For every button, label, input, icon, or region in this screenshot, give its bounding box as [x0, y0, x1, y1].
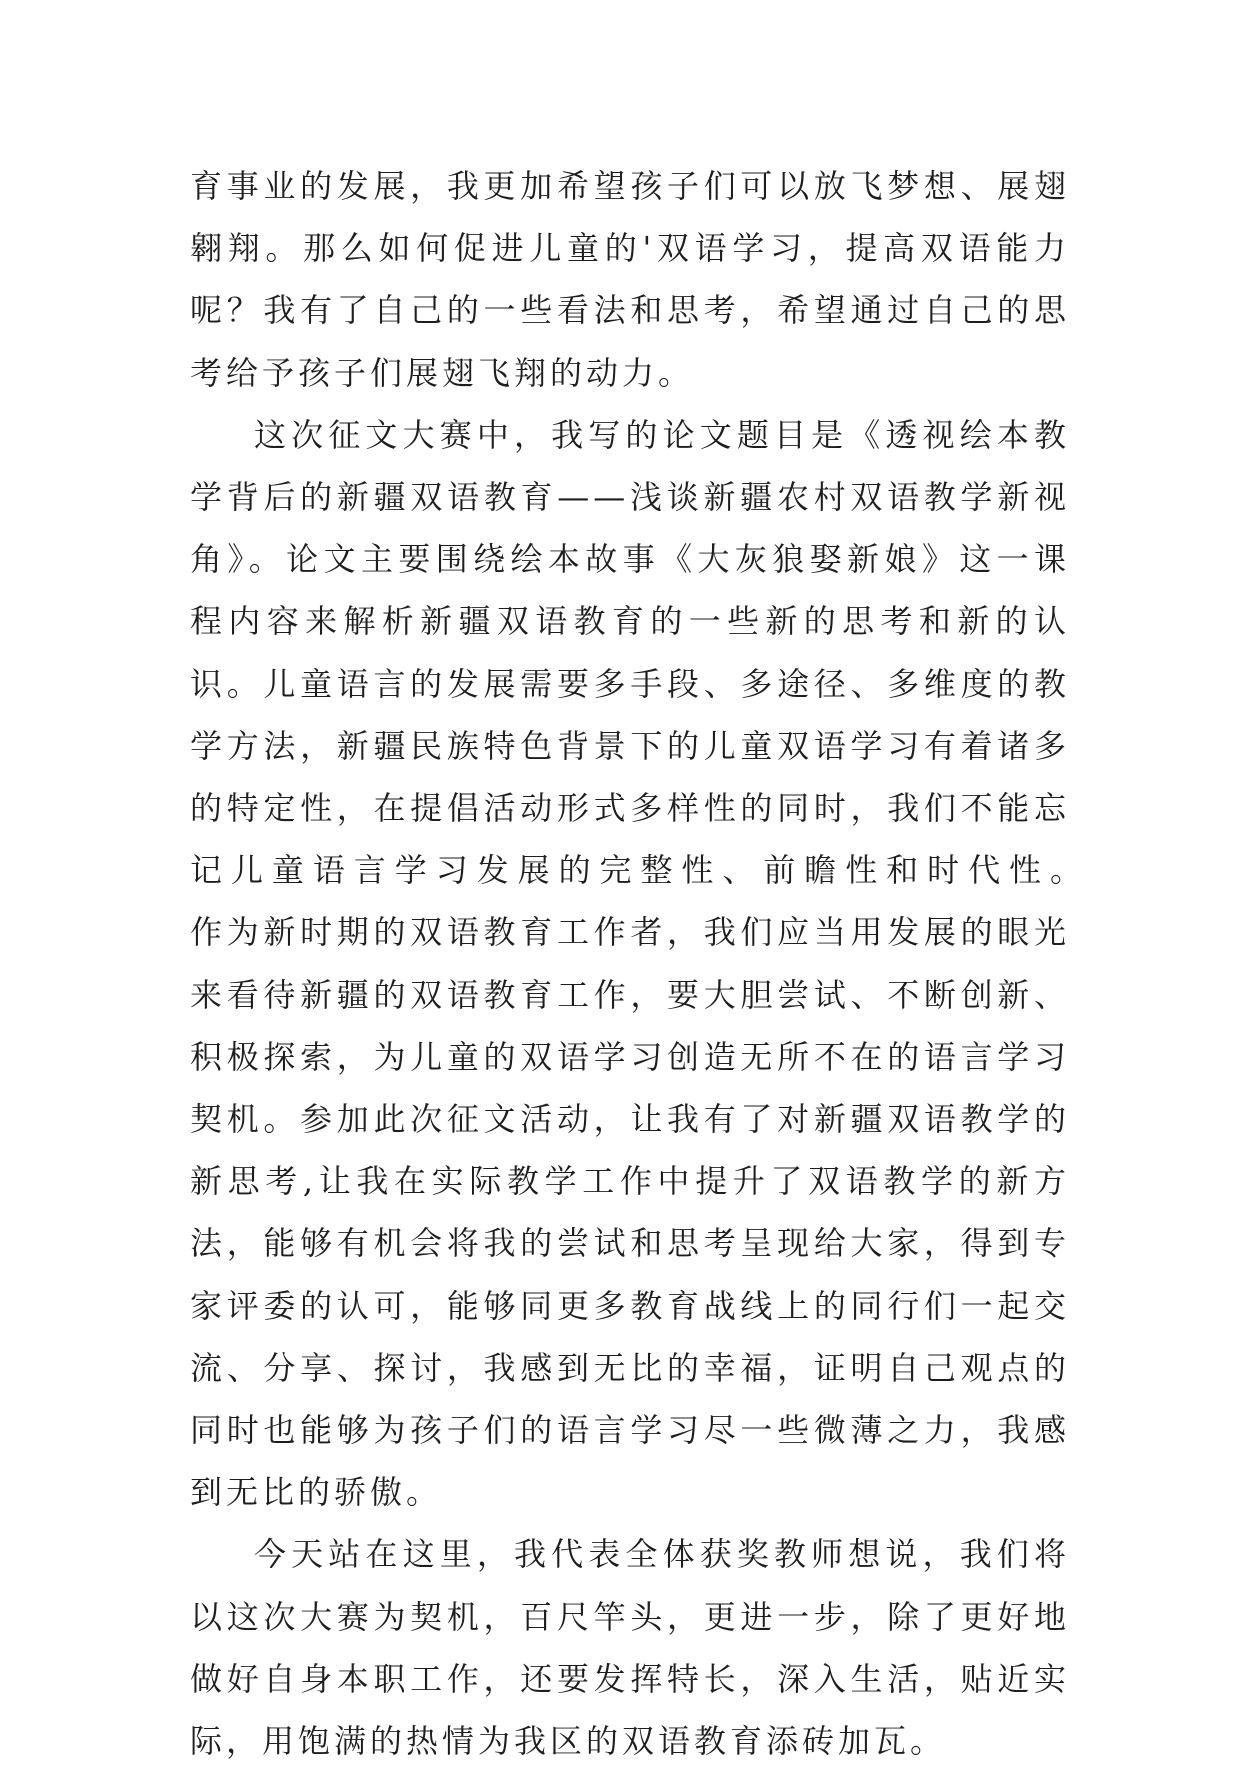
paragraph-essay-contest: 这次征文大赛中，我写的论文题目是《透视绘本教学背后的新疆双语教育——浅谈新疆农村双语教学新视角》。论文主要围绕绘本故事《大灰狼娶新娘》这一课程内容来解析新疆双语教育的一些新的思考和新的认识。儿童语言的发展需要多手段、多途径、多维度的教学方法，新疆民族特色背景下的儿童双语学习有着诸多的特定性，在提倡活动形式多样性的同时，我们不能忘记儿童语言学习发展的完整性、前瞻性和时代性。 作为新时期的双语教育工作者，我们应当用发展的眼光来看待新疆的双语教育工作，要大胆尝试、不断创新、积极探索，为儿童的双语学习创造无所不在的语言学习契机。参加此次征文活动，让我有了对新疆双语教学的新思考,让我在实际教学工作中提升了双语教学的新方法，能够有机会将我的尝试和思考呈现给大家，得到专家评委的认可，能够同更多教育战线上的同行们一起交流、分享、探讨，我感到无比的幸福，证明自己观点的同时也能够为孩子们的语言学习尽一些微薄之力，我感到无比的骄傲。: [190, 415, 1143, 1512]
paragraph-closing: 今天站在这里，我代表全体获奖教师想说，我们将以这次大赛为契机，百尺竿头，更进一步，除了更好地做好自身本职工作，还要发挥特长，深入生活，贴近实际，用饱满的热情为我区的双语教育添砖加瓦。: [190, 1535, 1070, 1761]
document-body: [190, 155, 1143, 1772]
paragraph-continuation: 育事业的发展，我更加希望孩子们可以放飞梦想、展翅翱翔。那么如何促进儿童的'双语学习，提高双语能力呢？我有了自己的一些看法和思考，希望通过自己的思考给予孩子们展翅飞翔的动力。: [190, 167, 1070, 392]
